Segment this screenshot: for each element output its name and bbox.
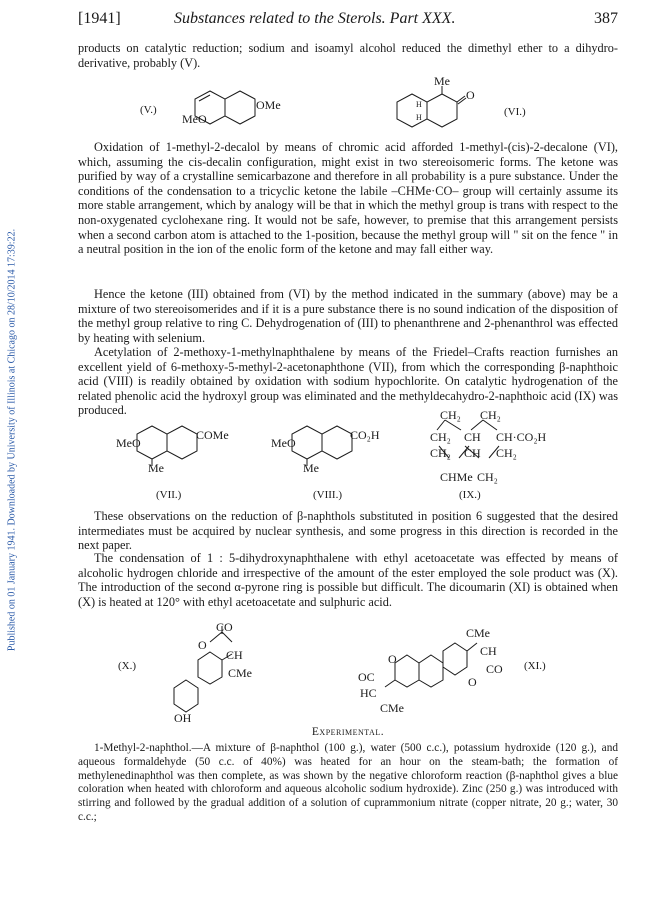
label-xi: (XI.) (524, 660, 546, 672)
h-label-1: H (416, 100, 422, 109)
co2h-label: CO₂H (350, 428, 380, 442)
ome-label: OMe (256, 98, 281, 112)
paragraph-3: Hence the ketone (III) obtained from (VI) by the method indicated in the summary (above) may be a mixture of two stereoisomerides and if it is a pure substance there is no sound indication of the disposition of the methyl group relative to ring C. Dehydrogenation of (III) to phenanthrene and 2-phenanthrol was effected by heating with selenium. (78, 287, 618, 345)
me-label-vii: Me (148, 461, 164, 475)
page-number: 387 (594, 10, 618, 27)
label-vi: (VI.) (504, 106, 526, 118)
paragraph-5: These observations on the reduction of β-naphthols substituted in position 6 suggested that the desired intermediates must be acquired by nuclear synthesis, and some progress in this direction is recorded in the next paper. (78, 509, 618, 553)
label-vii: (VII.) (156, 489, 182, 501)
o-label-xi-1: O (468, 675, 477, 689)
cme-label-xi: CMe (466, 626, 490, 640)
o-label-xi-2: O (388, 652, 397, 666)
chme-label: CHMe (440, 470, 473, 484)
me-label-vi: Me (434, 74, 450, 88)
structure-x (160, 622, 270, 722)
paragraph-2: Oxidation of 1-methyl-2-decalol by means of chromic acid afforded 1-methyl-(cis)-2-decalone (VI), which, assuming the cis-decalin configuration, might exist in two stereoisomeric forms. The ketone was purified by way of a crystalline semicarbazone and therefore in all probability is a pure substance. Under the conditions of the condensation to a tricyclic ketone the labile –CHMe·CO– group will certainly assume its more stable arrangement, which by analogy will be that in which the methyl group is trans with respect to the non-oxygenated cyclohexane ring. It would not be safe, however, to premise that this arrangement persists when a second carbon atom is attached to the 1-position, because the methyl group will " sit on the fence " in a neutral position in the ion of the enolic form of the ketone and may fall either way. (78, 140, 618, 257)
experimental-heading: Experimental. (311, 726, 385, 738)
ch2-c: CH₂ (430, 430, 451, 444)
me-label-viii: Me (303, 461, 319, 475)
label-viii: (VIII.) (313, 489, 343, 501)
ch-e: CH (464, 446, 481, 460)
o-label-vi: O (466, 88, 475, 102)
ch2-g: CH₂ (477, 470, 498, 484)
ch2-a: CH₂ (440, 408, 461, 422)
label-ix: (IX.) (459, 489, 481, 501)
oh-label: OH (174, 711, 192, 725)
header-year: [1941] (78, 10, 121, 27)
label-v: (V.) (140, 104, 157, 116)
structure-vi (390, 84, 500, 134)
ch2-d: CH₂ (430, 446, 451, 460)
page-header (78, 10, 618, 30)
ch2-b: CH₂ (480, 408, 501, 422)
o-label-x: O (198, 638, 207, 652)
paragraph-1: products on catalytic reduction; sodium and isoamyl alcohol reduced the dimethyl ether to a dihydro-derivative, probably (V). (78, 41, 618, 70)
cme-label-x: CMe (228, 666, 252, 680)
hc-label: HC (360, 686, 377, 700)
come-label: COMe (196, 428, 229, 442)
paragraph-4: Acetylation of 2-methoxy-1-methylnaphthalene by means of the Friedel–Crafts reaction furnishes an excellent yield of 6-methoxy-5-methyl-2-acetonaphthone (VII), from which the corresponding β-naphthoic acid (VIII) is readily obtained by oxidation with sodium hypochlorite. On catalytic hydrogenation of the related phenolic acid the hydroxyl group was eliminated and the methyldecahydro-2-naphthoic acid (IX) was produced. (78, 345, 618, 418)
ch-label: CH (464, 430, 481, 444)
label-x: (X.) (118, 660, 137, 672)
h-label-2: H (416, 113, 422, 122)
header-title: Substances related to the Sterols. Part XXX. (174, 10, 456, 27)
paragraph-6: The condensation of 1 : 5-dihydroxynaphthalene with ethyl acetoacetate was effected by means of alcoholic hydrogen chloride and irrespective of the amount of the ester employed the sole product was (X). The introduction of the second α-pyrone ring is possible but difficult. The dicoumarin (XI) is obtained when (X) is heated at 120° with ethyl acetoacetate and sulphuric acid. (78, 551, 618, 609)
co-label-xi: CO (486, 662, 503, 676)
paragraph-7: 1-Methyl-2-naphthol.—A mixture of β-naphthol (100 g.), water (500 c.c.), potassium hydroxide (120 g.), and aqueous formaldehyde (50 c.c. of 40%) was heated for an hour on the steam-bath; the formation of methylenedinaphthol was then complete, as was shown by the negative chloroform reaction (β-naphthol gives a blue coloration when heated with chloroform and aqueous alcoholic sodium hydroxide). Zinc (250 g.) was introduced with stirring and followed by the gradual addition of a solution of cuprammonium nitrate (copper nitrate, 20 g.; water, 30 c.c.; (78, 742, 618, 823)
meo-label-viii: MeO (271, 436, 296, 450)
ch-label-x: CH (226, 648, 243, 662)
cme-label-xi-2: CMe (380, 701, 404, 715)
co-label-x: CO (216, 620, 233, 634)
ch-label-xi: CH (480, 644, 497, 658)
oc-label: OC (358, 670, 375, 684)
meo-label-vii: MeO (116, 436, 141, 450)
sidebar-citation: Published on 01 January 1941. Downloaded by University of Illinois at Chicago on 28/10/2014 17:39:22. (6, 228, 18, 652)
meo-label: MeO (182, 112, 207, 126)
ch2-f: CH₂ (496, 446, 517, 460)
chco2h-label: CH·CO₂H (496, 430, 547, 444)
